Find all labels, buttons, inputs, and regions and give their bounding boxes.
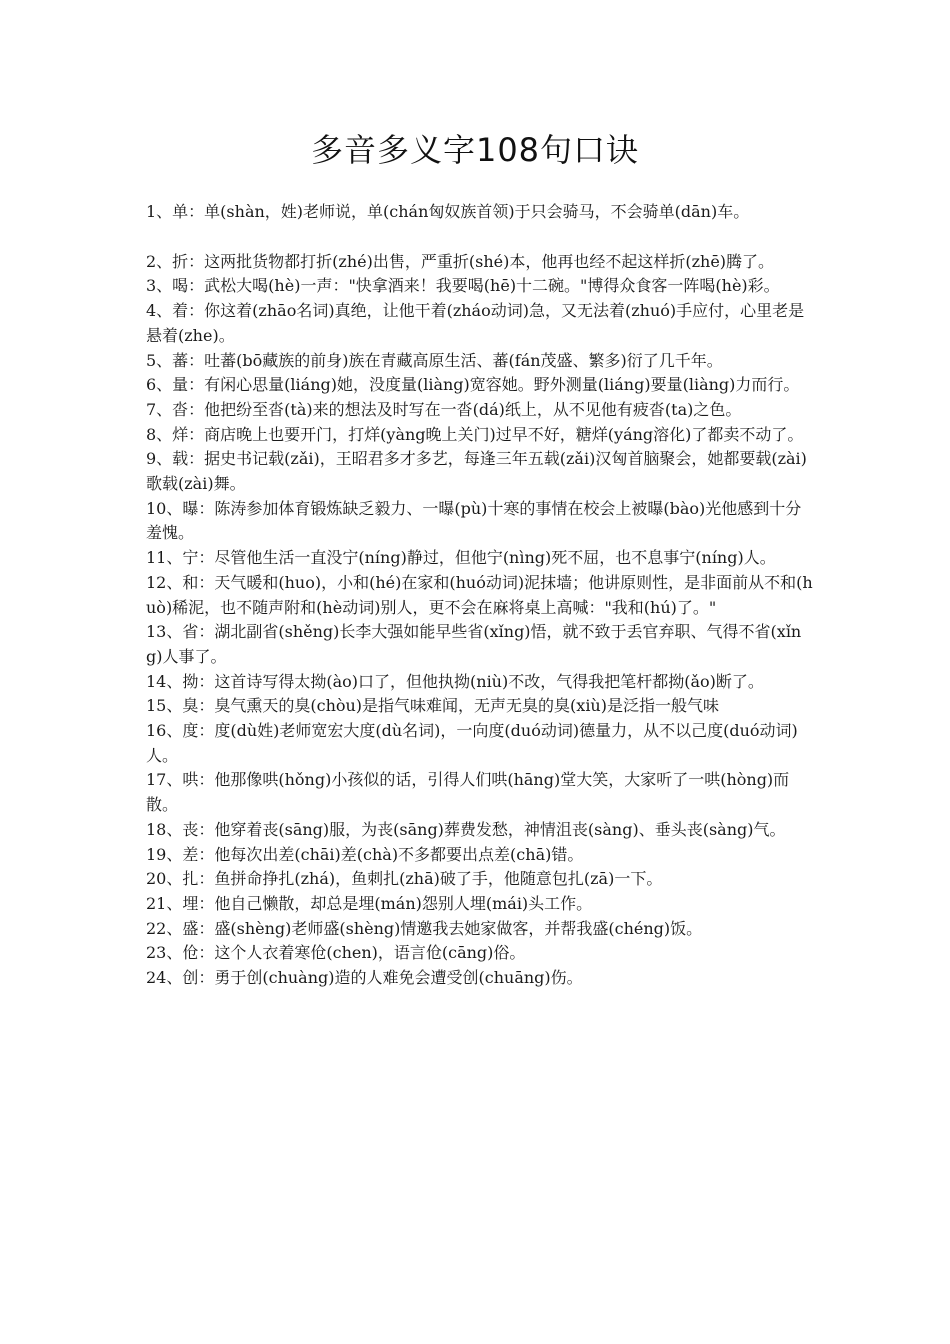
- document-title: 多音多义字108句口诀: [310, 131, 640, 169]
- entry-20: 20、扎：鱼拼命挣扎(zhá)，鱼刺扎(zhā)破了手，他随意包扎(zā)一下。: [146, 869, 663, 889]
- entry-15: 15、臭：臭气熏天的臭(chòu)是指气味难闻，无声无臭的臭(xiù)是泛指一般气味: [146, 696, 719, 716]
- entry-11: 11、宁：尽管他生活一直没宁(níng)静过，但他宁(nìng)死不屈，也不息事宁(níng)人。: [146, 548, 776, 568]
- entry-1: 1、单：单(shàn，姓)老师说，单(chán匈奴族首领)于只会骑马，不会骑单(dān)车。: [146, 202, 750, 221]
- entry-6: 6、量：有闲心思量(liáng)她，没度量(liàng)宽容她。野外测量(liáng)要量(liàng)力而行。: [146, 375, 800, 395]
- entry-24: 24、创：勇于创(chuàng)造的人难免会遭受创(chuāng)伤。: [146, 968, 583, 988]
- entry-22: 22、盛：盛(shèng)老师盛(shèng)情邀我去她家做客，并帮我盛(chéng)饭。: [146, 918, 703, 938]
- entry-14: 14、拗：这首诗写得太拗(ào)口了，但他执拗(niù)不改，气得我把笔杆都拗(ǎo)断了。: [146, 671, 764, 691]
- entry-23: 23、伧：这个人衣着寒伧(chen)，语言伧(cāng)俗。: [146, 943, 526, 963]
- entry-18: 18、丧：他穿着丧(sāng)服，为丧(sāng)葬费发愁，神情沮丧(sàng)、垂头丧(sàng)气。: [146, 819, 786, 839]
- entry-17: 17、哄：他那像哄(hǒng)小孩似的话，引得人们哄(hāng)堂大笑，大家听了一哄(hòng)而散。: [146, 770, 790, 815]
- entry-9: 9、载：据史书记载(zǎi)，王昭君多才多艺，每逢三年五载(zǎi)汉匈首脑聚会，她都要载(zài)歌载(zài)舞。: [146, 449, 807, 494]
- entry-2: 2、折：这两批货物都打折(zhé)出售，严重折(shé)本，他再也经不起这样折(zhē)腾了。: [146, 251, 775, 271]
- entry-12: 12、和：天气暖和(huo)，小和(hé)在家和(huó动词)泥抹墙；他讲原则性，是非面前从不和(huò)稀泥，也不随声附和(hè动词)别人，更不会在麻将桌上高喊："我和(hú)了。": [146, 572, 813, 617]
- entry-8: 8、烊：商店晚上也要开门，打烊(yàng晚上关门)过早不好，糖烊(yáng溶化)了都卖不动了。: [146, 424, 804, 444]
- entry-16: 16、度：度(dù姓)老师宽宏大度(dù名词)，一向度(duó动词)德量力，从不以己度(duó动词)人。: [146, 721, 798, 765]
- entry-19: 19、差：他每次出差(chāi)差(chà)不多都要出点差(chā)错。: [146, 844, 584, 864]
- entry-list: [146, 200, 814, 991]
- entry-21: 21、埋：他自己懒散，却总是埋(mán)怨别人埋(mái)头工作。: [146, 893, 593, 913]
- entry-5: 5、蕃：吐蕃(bō藏族的前身)族在青藏高原生活、蕃(fán茂盛、繁多)衍了几千年。: [146, 350, 723, 370]
- entry-13: 13、省：湖北副省(shěng)长李大强如能早些省(xǐng)悟，就不致于丢官弃职、气得不省(xǐng)人事了。: [146, 622, 802, 666]
- entry-7: 7、沓：他把纷至沓(tà)来的想法及时写在一沓(dá)纸上，从不见他有疲沓(ta)之色。: [146, 399, 742, 419]
- entry-4: 4、着：你这着(zhāo名词)真绝，让他干着(zháo动词)急，又无法着(zhuó)手应付，心里老是悬着(zhe)。: [146, 301, 805, 345]
- entry-10: 10、曝：陈涛参加体育锻炼缺乏毅力、一曝(pù)十寒的事情在校会上被曝(bào)光他感到十分羞愧。: [146, 498, 802, 543]
- entry-3: 3、喝：武松大喝(hè)一声："快拿酒来！我要喝(hē)十二碗。"博得众食客一阵喝(hè)彩。: [146, 276, 780, 296]
